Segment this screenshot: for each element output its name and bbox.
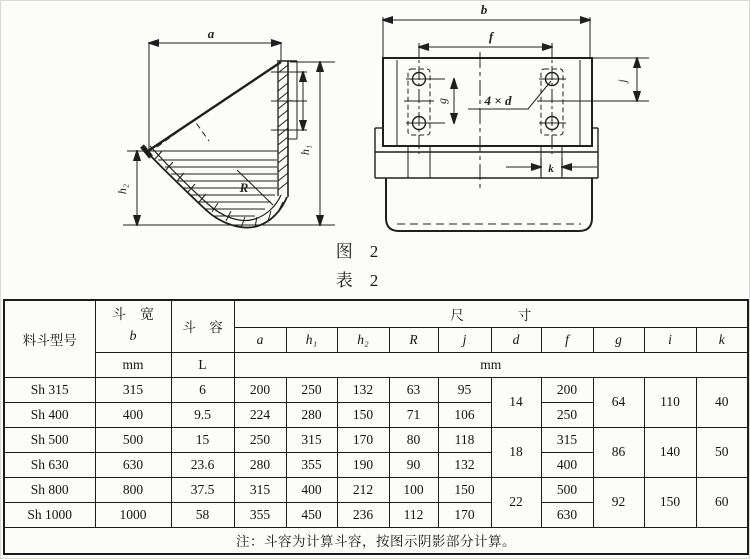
- header-bucket-width-symbol: b: [129, 329, 137, 345]
- dim-label-j: j: [615, 79, 629, 83]
- cell: 6: [171, 377, 234, 402]
- cell: 9.5: [171, 402, 234, 427]
- cell: 800: [95, 477, 171, 502]
- figure-2-drawings: [0, 0, 750, 238]
- shaded-volume-hatch: [158, 160, 277, 216]
- cell: 355: [234, 502, 286, 527]
- header-width-unit: mm: [95, 352, 171, 377]
- cell: 315: [286, 427, 337, 452]
- table-row: [4, 477, 748, 502]
- cell: 18: [491, 427, 541, 477]
- header-sym-k: k: [696, 327, 748, 352]
- cell: Sh 500: [4, 427, 95, 452]
- cell: 92: [593, 477, 644, 527]
- cell: 355: [286, 452, 337, 477]
- cell: 500: [95, 427, 171, 452]
- cell: 1000: [95, 502, 171, 527]
- cell: 40: [696, 377, 748, 427]
- cell: 50: [696, 427, 748, 477]
- figure-caption: 图 2: [335, 242, 379, 261]
- dim-label-h2: h₂: [115, 183, 129, 195]
- dim-label-b: b: [480, 2, 488, 17]
- cell: 190: [337, 452, 389, 477]
- cell: 315: [541, 427, 593, 452]
- cell: 150: [644, 477, 696, 527]
- header-sym-h2: h₂: [337, 327, 389, 352]
- cell: 224: [234, 402, 286, 427]
- cell: 150: [337, 402, 389, 427]
- cell: 450: [286, 502, 337, 527]
- cell: 100: [389, 477, 438, 502]
- dim-label-i: i: [289, 99, 300, 103]
- header-model: 料斗型号: [4, 300, 95, 377]
- dim-label-g: g: [435, 98, 449, 104]
- cell: 14: [491, 377, 541, 427]
- bucket-back-view: [375, 2, 649, 231]
- cell: 110: [644, 377, 696, 427]
- header-sym-g: g: [593, 327, 644, 352]
- cell: 23.6: [171, 452, 234, 477]
- header-dims-unit: mm: [234, 352, 748, 377]
- cell: 90: [389, 452, 438, 477]
- cell: 250: [286, 377, 337, 402]
- header-sym-d: d: [491, 327, 541, 352]
- header-sym-i: i: [644, 327, 696, 352]
- holes-callout-label: 4 × d: [484, 93, 512, 108]
- header-sym-f: f: [541, 327, 593, 352]
- cell: Sh 630: [4, 452, 95, 477]
- cell: 250: [234, 427, 286, 452]
- cell: 63: [389, 377, 438, 402]
- dim-label-h1: h₁: [298, 144, 312, 156]
- cell: Sh 400: [4, 402, 95, 427]
- header-sym-R: R: [389, 327, 438, 352]
- dim-label-R: R: [239, 180, 249, 195]
- cell: 400: [286, 477, 337, 502]
- cell: 150: [438, 477, 491, 502]
- table-row: [4, 377, 748, 402]
- cell: 250: [541, 402, 593, 427]
- cell: 200: [234, 377, 286, 402]
- bucket-side-view: [115, 26, 335, 228]
- cell: 170: [337, 427, 389, 452]
- cell: 280: [234, 452, 286, 477]
- cell: 236: [337, 502, 389, 527]
- cell: 630: [541, 502, 593, 527]
- cell: 71: [389, 402, 438, 427]
- cell: 132: [337, 377, 389, 402]
- cell: 64: [593, 377, 644, 427]
- cell: 315: [95, 377, 171, 402]
- header-sym-j: j: [438, 327, 491, 352]
- table-2-wrapper: [3, 299, 749, 555]
- back-wall-hatch: [278, 65, 288, 190]
- header-sym-h1: h₁: [286, 327, 337, 352]
- cell: 80: [389, 427, 438, 452]
- cell: 140: [644, 427, 696, 477]
- cell: Sh 800: [4, 477, 95, 502]
- cell: 106: [438, 402, 491, 427]
- dim-label-f: f: [488, 29, 494, 44]
- cell: 22: [491, 477, 541, 527]
- header-bucket-width-title: 斗 宽: [112, 308, 154, 324]
- cell: 15: [171, 427, 234, 452]
- cell: 60: [696, 477, 748, 527]
- cell: 212: [337, 477, 389, 502]
- cell: 630: [95, 452, 171, 477]
- dim-label-k: k: [548, 163, 554, 175]
- header-capacity: 斗 容: [171, 300, 234, 352]
- bucket-dimension-table: [3, 299, 749, 555]
- cell: Sh 315: [4, 377, 95, 402]
- cell: 315: [234, 477, 286, 502]
- table-row: [4, 427, 748, 452]
- cell: 400: [95, 402, 171, 427]
- cell: 86: [593, 427, 644, 477]
- cell: 400: [541, 452, 593, 477]
- header-dimensions: 尺 寸: [234, 300, 748, 327]
- cell: 37.5: [171, 477, 234, 502]
- dim-label-a: a: [207, 26, 215, 41]
- cell: 95: [438, 377, 491, 402]
- cell: 132: [438, 452, 491, 477]
- table-caption: 表 2: [335, 271, 379, 290]
- cell: 58: [171, 502, 234, 527]
- cell: 500: [541, 477, 593, 502]
- header-bucket-width: [95, 300, 171, 352]
- header-sym-a: a: [234, 327, 286, 352]
- cell: 112: [389, 502, 438, 527]
- cell: 280: [286, 402, 337, 427]
- cell: 118: [438, 427, 491, 452]
- cell: Sh 1000: [4, 502, 95, 527]
- cell: 170: [438, 502, 491, 527]
- table-note: 注：斗容为计算斗容，按图示阴影部分计算。: [4, 527, 748, 554]
- header-capacity-unit: L: [171, 352, 234, 377]
- cell: 200: [541, 377, 593, 402]
